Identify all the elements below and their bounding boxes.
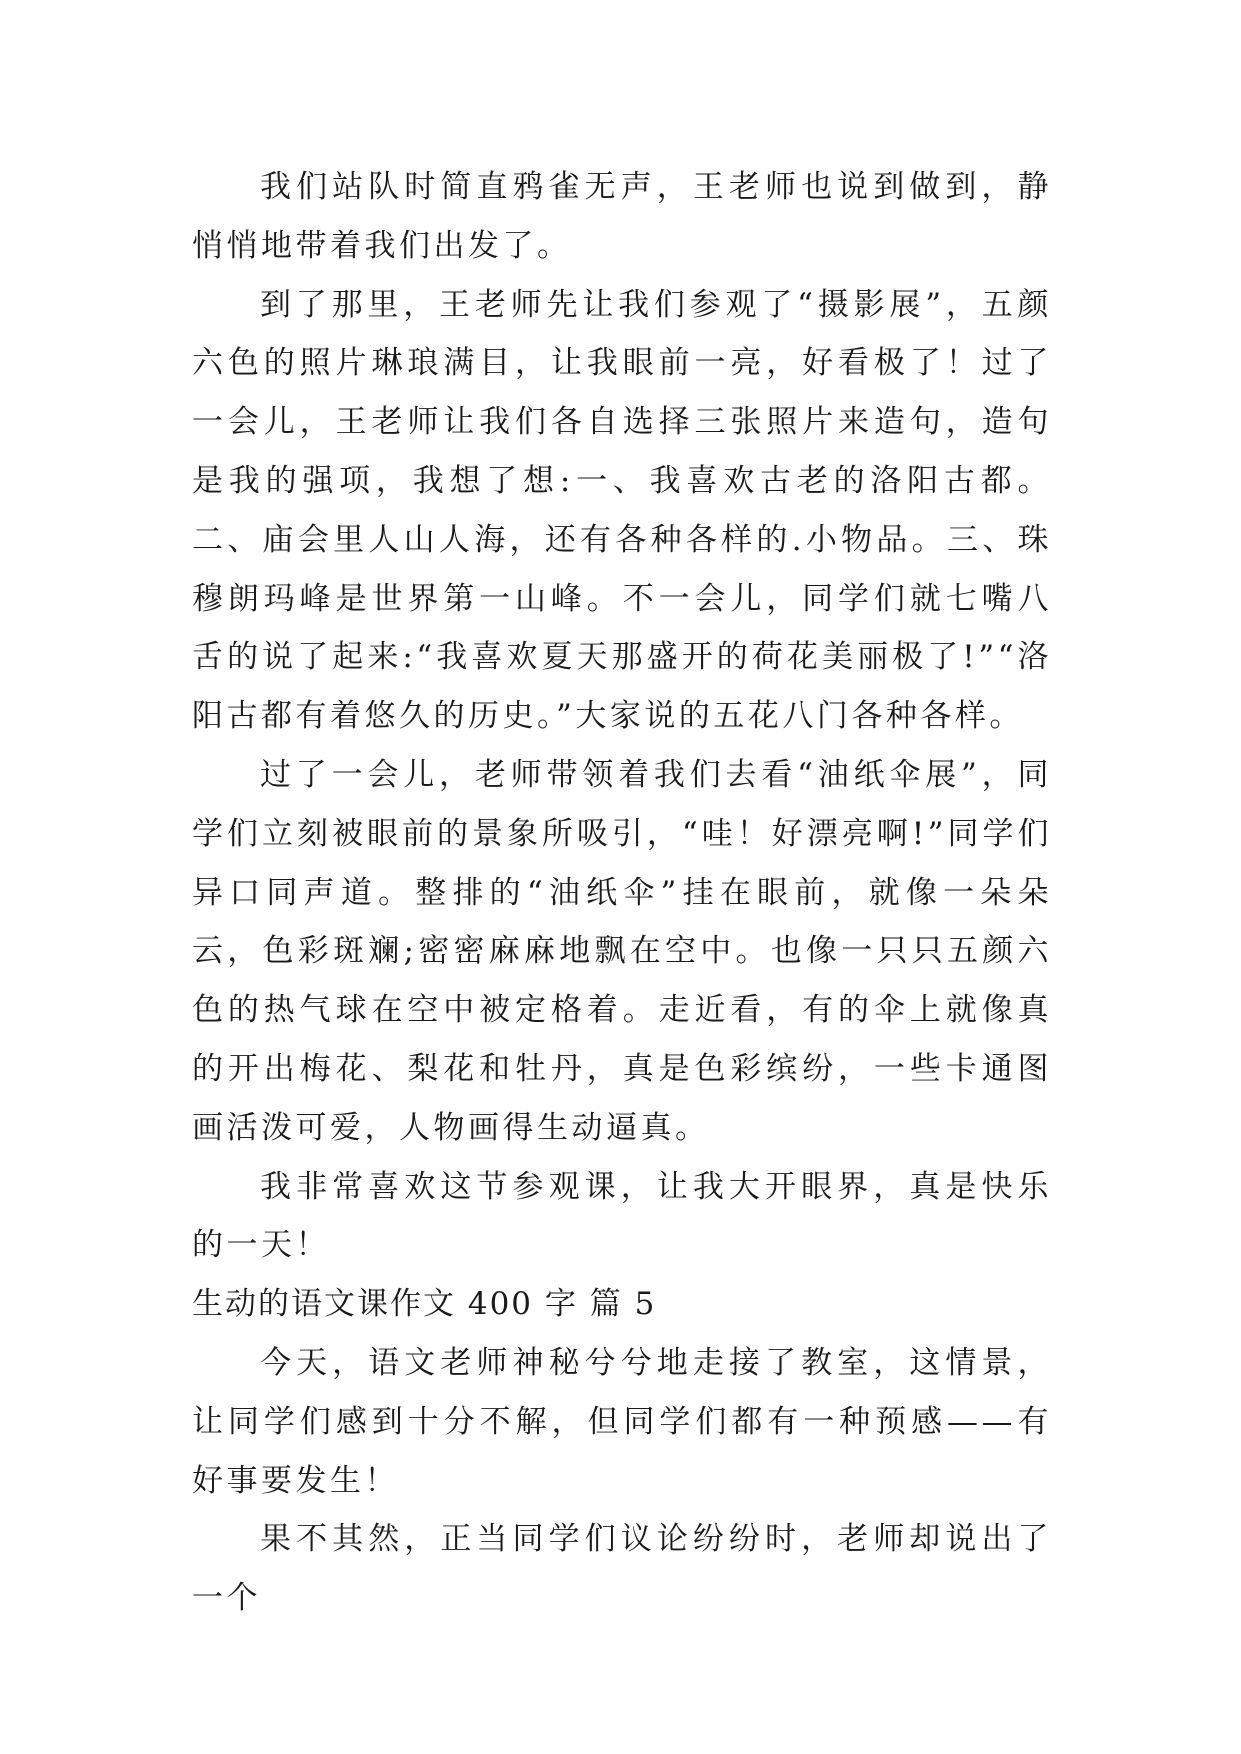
document-body (192, 158, 1052, 1628)
paragraph-2: 到了那里，王老师先让我们参观了“摄影展”，五颜六色的照片琳琅满目，让我眼前一亮，好看极了！过了一会儿，王老师让我们各自选择三张照片来造句，造句是我的强项，我想了想:一、我喜欢古老的洛阳古都。二、庙会里人山人海，还有各种各样的.小物品。三、珠穆朗玛峰是世界第一山峰。不一会儿，同学们就七嘴八舌的说了起来:“我喜欢夏天那盛开的荷花美丽极了!”“洛阳古都有着悠久的历史。”大家说的五花八门各种各样。 (192, 286, 1052, 735)
paragraph-5: 今天，语文老师神秘兮兮地走接了教室，这情景，让同学们感到十分不解，但同学们都有一种预感——有好事要发生！ (192, 1344, 1052, 1499)
paragraph-4: 我非常喜欢这节参观课，让我大开眼界，真是快乐的一天！ (192, 1168, 1052, 1264)
paragraph-3: 过了一会儿，老师带领着我们去看“油纸伞展”，同学们立刻被眼前的景象所吸引，“哇！好漂亮啊!”同学们异口同声道。整排的“油纸伞”挂在眼前，就像一朵朵云，色彩斑斓;密密麻麻地飘在空中。也像一只只五颜六色的热气球在空中被定格着。走近看，有的伞上就像真的开出梅花、梨花和牡丹，真是色彩缤纷，一些卡通图画活泼可爱，人物画得生动逼真。 (192, 756, 1052, 1146)
paragraph-6: 果不其然，正当同学们议论纷纷时，老师却说出了一个 (192, 1521, 1052, 1617)
section-heading: 生动的语文课作文 400 字 篇 5 (192, 1286, 657, 1323)
paragraph-1: 我们站队时简直鸦雀无声，王老师也说到做到，静悄悄地带着我们出发了。 (192, 169, 1052, 264)
